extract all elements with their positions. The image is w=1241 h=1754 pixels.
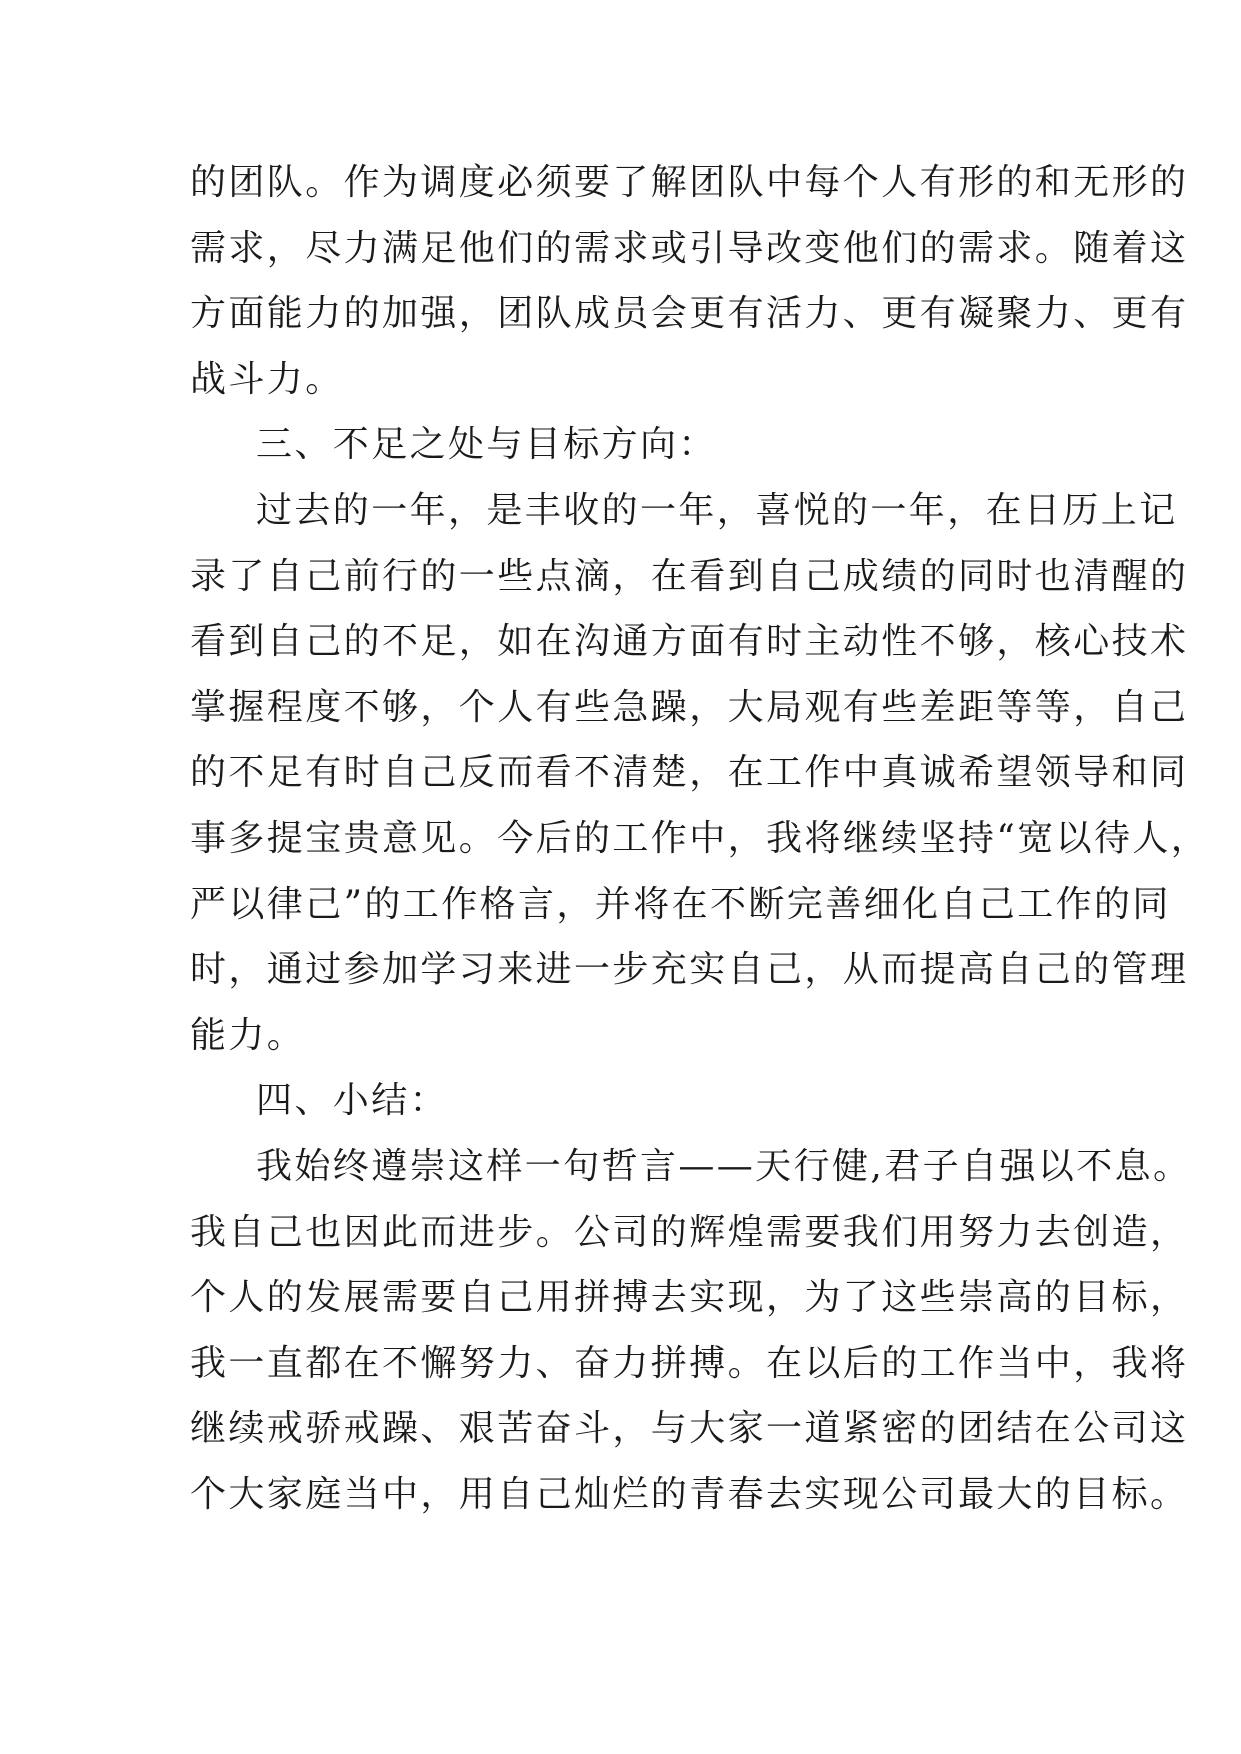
text-line: 我自己也因此而进步。公司的辉煌需要我们用努力去创造， [190, 1211, 1189, 1253]
document-body [190, 150, 1210, 1527]
text-line: 方面能力的加强，团队成员会更有活力、更有凝聚力、更有 [190, 293, 1189, 335]
text-line: 过去的一年，是丰收的一年，喜悦的一年，在日历上记 [256, 489, 1178, 531]
text-line: 个大家庭当中，用自己灿烂的青春去实现公司最大的目标。 [190, 1473, 1189, 1515]
text-line: 严以律己”的工作格言，并将在不断完善细化自己工作的同 [190, 883, 1171, 925]
text-line: 继续戒骄戒躁、艰苦奋斗，与大家一道紧密的团结在公司这 [190, 1408, 1189, 1450]
text-line: 的不足有时自己反而看不清楚，在工作中真诚希望领导和同 [190, 752, 1189, 794]
text-line: 战斗力。 [190, 358, 344, 400]
section-heading-3: 三、不足之处与目标方向： [256, 424, 717, 466]
text-line: 录了自己前行的一些点滴，在看到自己成绩的同时也清醒的 [190, 555, 1189, 597]
text-line: 个人的发展需要自己用拼搏去实现，为了这些崇高的目标， [190, 1277, 1189, 1319]
text-line: 看到自己的不足，如在沟通方面有时主动性不够，核心技术 [190, 621, 1189, 663]
text-line: 的团队。作为调度必须要了解团队中每个人有形的和无形的 [190, 162, 1189, 203]
text-line: 时，通过参加学习来进一步充实自己，从而提高自己的管理 [190, 949, 1189, 991]
text-line: 事多提宝贵意见。今后的工作中，我将继续坚持“宽以待人， [190, 817, 1210, 859]
text-line: 需求，尽力满足他们的需求或引导改变他们的需求。随着这 [190, 227, 1189, 269]
section-heading-4: 四、小结： [256, 1080, 449, 1122]
text-line: 我一直都在不懈努力、奋力拼搏。在以后的工作当中，我将 [190, 1342, 1189, 1384]
text-line: 我始终遵崇这样一句哲言——天行健,君子自强以不息。 [256, 1145, 1192, 1187]
text-line: 掌握程度不够，个人有些急躁，大局观有些差距等等，自己 [190, 686, 1189, 728]
text-line: 能力。 [190, 1014, 306, 1056]
